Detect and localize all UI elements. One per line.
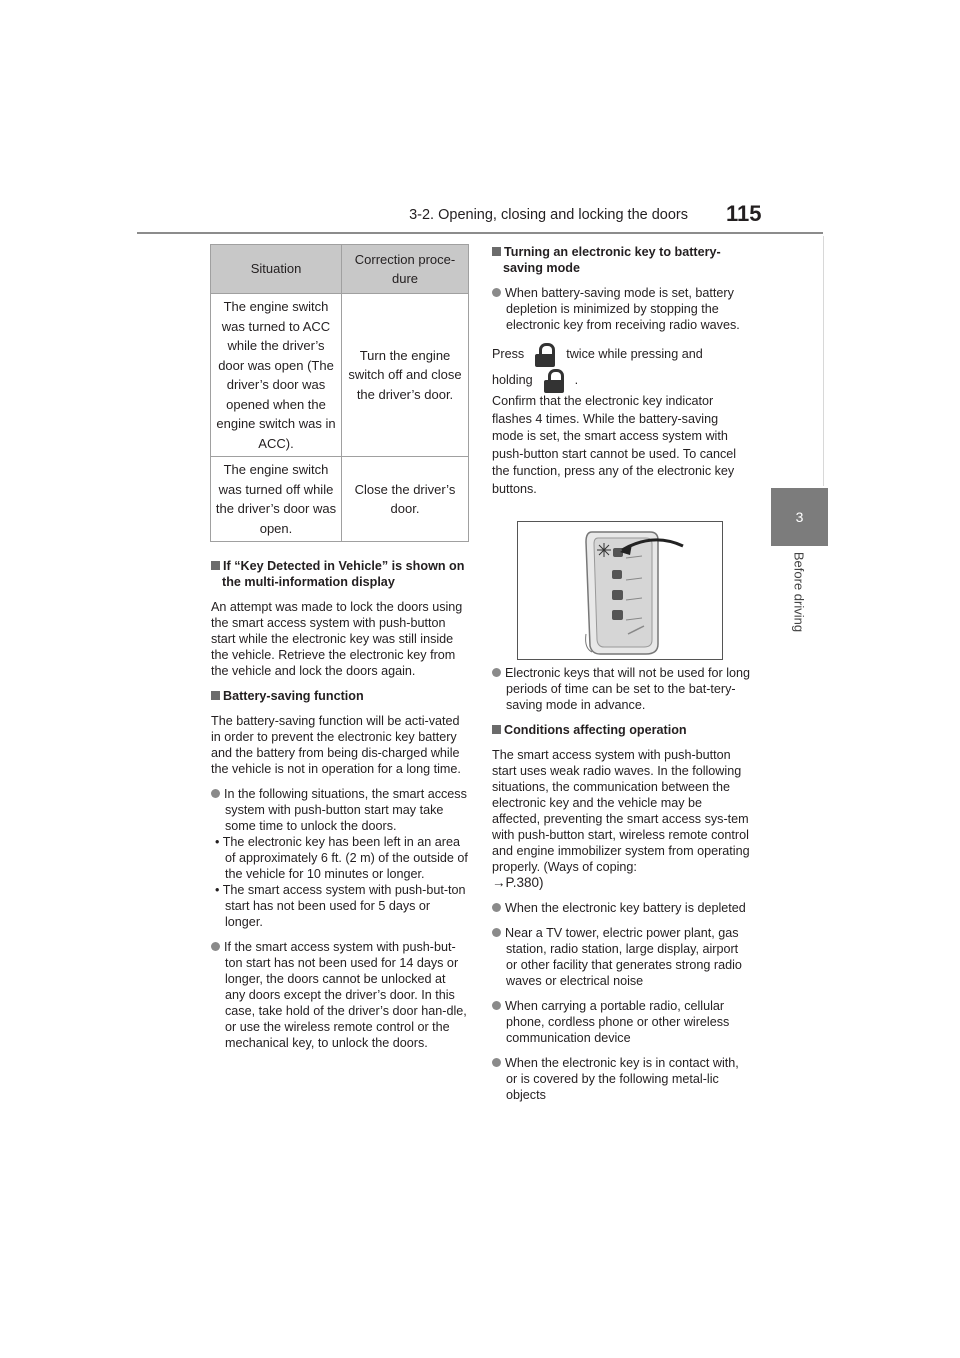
- electronic-key-icon: [518, 522, 722, 659]
- right-column: [492, 244, 750, 498]
- table-cell-situation: The engine switch was turned off while the driver’s door was open.: [211, 457, 342, 542]
- table-cell-correction: Turn the engine switch off and close the driver’s door.: [342, 294, 469, 457]
- table-cell-correction: Close the driver’s door.: [342, 457, 469, 542]
- electronic-key-illustration: [517, 521, 723, 660]
- press-instruction: Press twice while pressing and: [492, 341, 750, 367]
- table-row: [211, 294, 469, 457]
- list-item: When the electronic key battery is depleted: [492, 900, 750, 916]
- table-row: [211, 457, 469, 542]
- circle-bullet-icon: [492, 668, 501, 677]
- list-item: Near a TV tower, electric power plant, gas station, radio station, large display, airport or other facility that generates strong radio waves or electrical noise: [492, 925, 750, 989]
- circle-bullet-icon: [492, 903, 501, 912]
- key-detected-heading: If “Key Detected in Vehicle” is shown on the multi-information display: [211, 558, 469, 590]
- square-bullet-icon: [492, 725, 501, 734]
- header-rule: [137, 232, 823, 234]
- page-number: 115: [726, 201, 762, 226]
- list-item: When battery-saving mode is set, battery depletion is minimized by stopping the electronic key from receiving radio waves.: [492, 285, 750, 333]
- lock-icon: [543, 369, 565, 393]
- page-reference-link[interactable]: →P.380): [492, 875, 544, 890]
- circle-bullet-icon: [492, 928, 501, 937]
- list-item: When carrying a portable radio, cellular phone, cordless phone or other wireless communication device: [492, 998, 750, 1046]
- table-cell-situation: The engine switch was turned to ACC while the driver’s door was open (The driver’s door was opened when the engine switch was in ACC).: [211, 294, 342, 457]
- confirm-text: Confirm that the electronic key indicator flashes 4 times. While the battery-saving mode is set, the smart access system with push-button start cannot be used. To cancel the function, press any of the electronic key buttons.: [492, 394, 737, 496]
- table-header-situation: Situation: [211, 245, 342, 294]
- key-detected-body: An attempt was made to lock the doors using the smart access system with push-button start while the electronic key was still inside the vehicle. Retrieve the electronic key from the vehicle and lock the doors again.: [211, 600, 463, 678]
- table-header-correction: Correction proce-dure: [342, 245, 469, 294]
- square-bullet-icon: [211, 561, 220, 570]
- right-column-continued: [492, 665, 750, 1103]
- square-bullet-icon: [211, 691, 220, 700]
- table-header-row: [211, 245, 469, 294]
- conditions-body: The smart access system with push-button start uses weak radio waves. In the following situations, the communication between the electronic key and the vehicle may be affected, preventing the smart access sys-tem with push-button start, wireless remote control and engine immobilizer system from operating properly. (Ways of coping: →P.380): [492, 748, 750, 890]
- section-title: 3-2. Opening, closing and locking the doors: [409, 207, 688, 223]
- square-bullet-icon: [492, 247, 501, 256]
- list-item: In the following situations, the smart access system with push-button start may take some time to unlock the doors.: [211, 786, 469, 834]
- left-column: [211, 558, 469, 1051]
- sub-list-item: • The smart access system with push-but-ton start has not been used for 5 days or longer.: [215, 883, 466, 929]
- battery-saving-heading: Battery-saving function: [211, 688, 469, 704]
- circle-bullet-icon: [492, 288, 501, 297]
- conditions-heading: Conditions affecting operation: [492, 722, 750, 738]
- lock-icon: [534, 343, 556, 367]
- circle-bullet-icon: [211, 789, 220, 798]
- battery-saving-mode-heading: Turning an electronic key to battery-saving mode: [492, 244, 750, 276]
- situation-table: [210, 244, 469, 542]
- circle-bullet-icon: [492, 1058, 501, 1067]
- list-item: When the electronic key is in contact with, or is covered by the following metal-lic objects: [492, 1055, 750, 1103]
- sidebar-line: [823, 236, 824, 486]
- sub-list-item: • The electronic key has been left in an area of approximately 6 ft. (2 m) of the outside of the vehicle for 10 minutes or longer.: [215, 835, 468, 881]
- list-item: If the smart access system with push-but-ton start has not been used for 14 days or longer, the doors cannot be unlocked at any doors except the driver’s door. In this case, take hold of the driver’s door han-dle, or use the wireless remote control or the mechanical key, to unlock the doors.: [211, 939, 469, 1051]
- battery-saving-body: The battery-saving function will be acti-vated in order to prevent the electronic key battery and the battery from being dis-charged while the vehicle is not in operation for a long time.: [211, 714, 461, 776]
- holding-instruction: holding .: [492, 367, 750, 393]
- circle-bullet-icon: [211, 942, 220, 951]
- circle-bullet-icon: [492, 1001, 501, 1010]
- chapter-tab: 3: [771, 488, 828, 546]
- list-item: Electronic keys that will not be used for long periods of time can be set to the bat-tery-saving mode in advance.: [492, 665, 750, 713]
- chapter-label: Before driving: [791, 551, 807, 633]
